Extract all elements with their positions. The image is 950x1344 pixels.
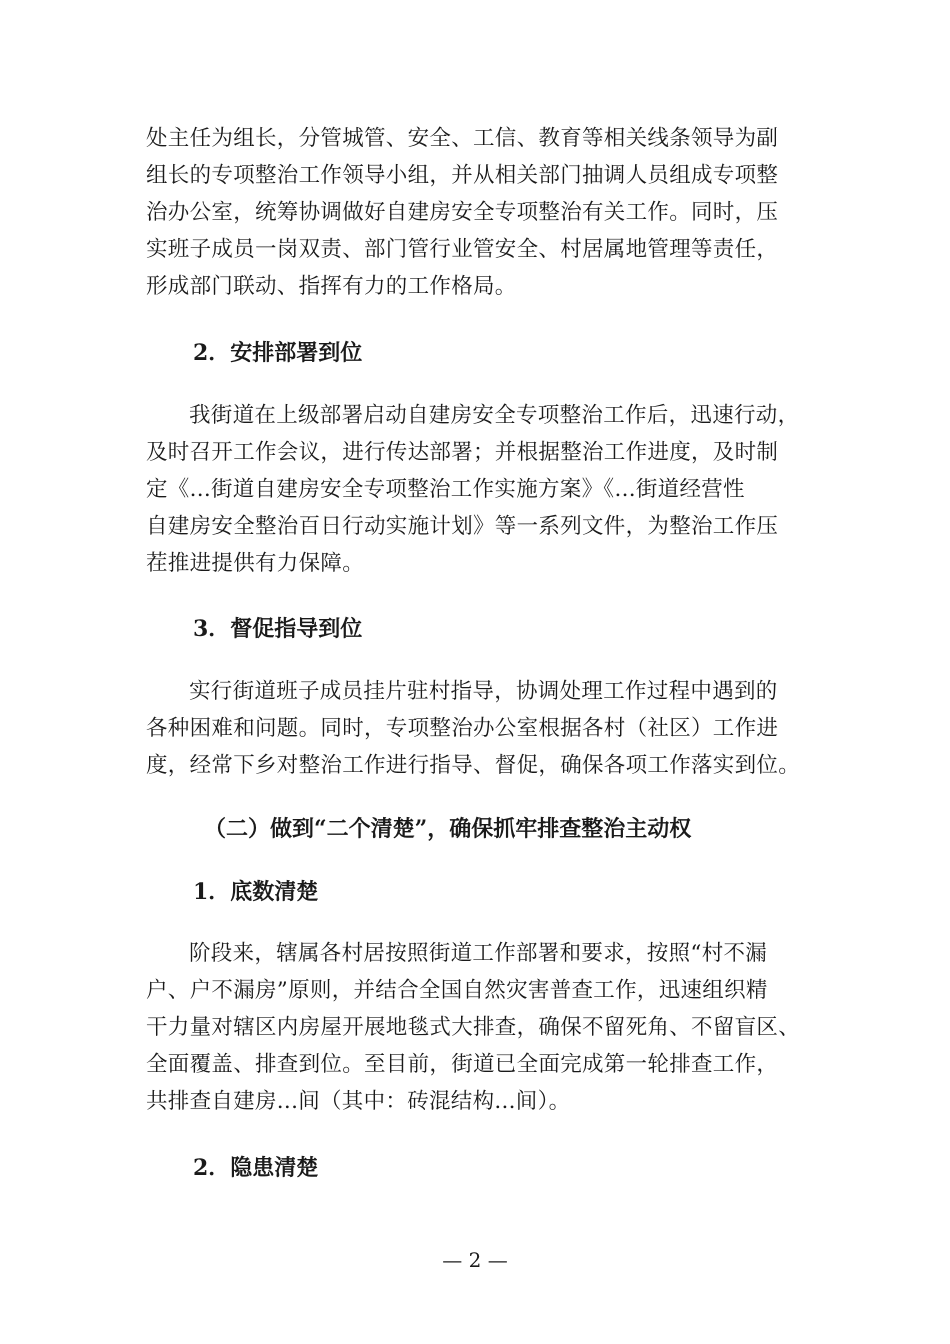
heading-hazards: 2．隐患清楚 bbox=[193, 1155, 319, 1181]
text-line: 组长的专项整治工作领导小组，并从相关部门抽调人员组成专项整 bbox=[146, 163, 779, 188]
text-line: 户、户不漏房”原则，并结合全国自然灾害普查工作，迅速组织精 bbox=[146, 978, 768, 1003]
text-line: 处主任为组长，分管城管、安全、工信、教育等相关线条领导为副 bbox=[146, 126, 779, 151]
text-line: 自建房安全整治百日行动实施计划》等一系列文件，为整治工作压 bbox=[146, 514, 779, 539]
text-line: 阶段来，辖属各村居按照街道工作部署和要求，按照“村不漏 bbox=[189, 941, 768, 966]
paragraph-base-count bbox=[146, 935, 816, 1120]
paragraph-supervision bbox=[146, 673, 816, 784]
text-line: 及时召开工作会议，进行传达部署；并根据整治工作进度，及时制 bbox=[146, 440, 779, 465]
text-line: 茬推进提供有力保障。 bbox=[146, 551, 365, 576]
heading-supervision: 3．督促指导到位 bbox=[193, 616, 363, 642]
text-line: 形成部门联动、指挥有力的工作格局。 bbox=[146, 274, 517, 299]
page-number: — 2 — bbox=[442, 1248, 508, 1272]
text-line: 全面覆盖、排查到位。至目前，街道已全面完成第一轮排查工作， bbox=[146, 1052, 779, 1077]
paragraph-leadership-group bbox=[146, 120, 816, 305]
text-line: 定《...街道自建房安全专项整治工作实施方案》《...街道经营性 bbox=[146, 477, 745, 502]
text-line: 各种困难和问题。同时，专项整治办公室根据各村（社区）工作进 bbox=[146, 716, 779, 741]
text-line: 共排查自建房...间（其中：砖混结构...间）。 bbox=[146, 1089, 571, 1114]
text-line: 治办公室，统筹协调做好自建房安全专项整治有关工作。同时，压 bbox=[146, 200, 779, 225]
text-line: 度，经常下乡对整治工作进行指导、督促，确保各项工作落实到位。 bbox=[146, 753, 801, 778]
heading-base-count: 1．底数清楚 bbox=[193, 879, 319, 905]
text-line: 我街道在上级部署启动自建房安全专项整治工作后，迅速行动， bbox=[189, 403, 800, 428]
section-heading-two-clear: （二）做到“二个清楚”，确保抓牢排查整治主动权 bbox=[204, 816, 692, 842]
text-line: 干力量对辖区内房屋开展地毯式大排查，确保不留死角、不留盲区、 bbox=[146, 1015, 801, 1040]
heading-deployment: 2．安排部署到位 bbox=[193, 340, 363, 366]
text-line: 实行街道班子成员挂片驻村指导，协调处理工作过程中遇到的 bbox=[189, 679, 778, 704]
paragraph-deployment bbox=[146, 397, 816, 582]
text-line: 实班子成员一岗双责、部门管行业管安全、村居属地管理等责任， bbox=[146, 237, 779, 262]
